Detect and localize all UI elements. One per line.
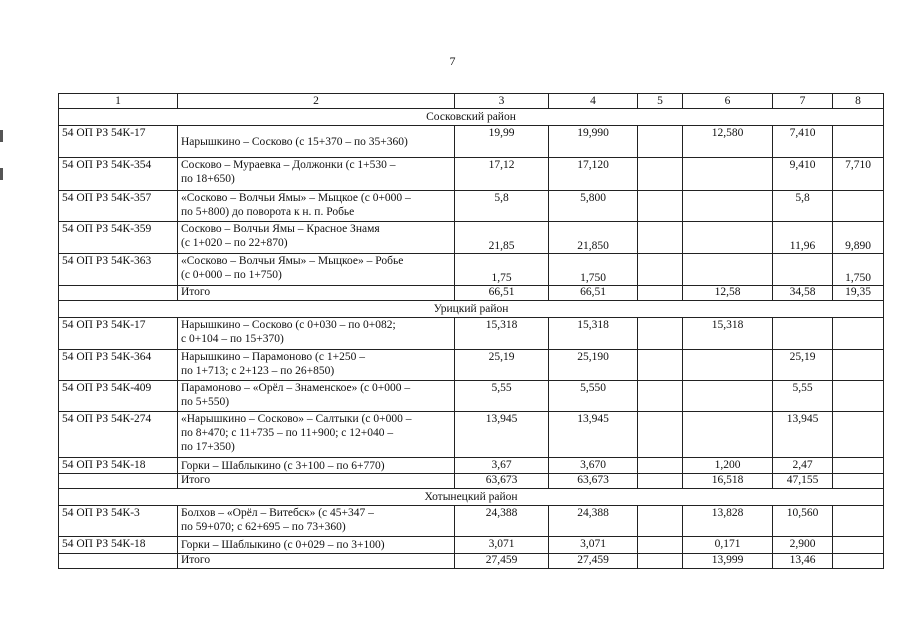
value-cell	[638, 318, 683, 350]
road-name-line: по 17+350)	[181, 441, 235, 453]
district-title: Урицкий район	[59, 301, 884, 318]
road-name-line: «Сосково – Волчьи Ямы» – Мыцкое» – Робье	[181, 255, 404, 267]
value-cell: 15,318	[455, 318, 549, 350]
total-row	[59, 286, 884, 301]
value-cell: 5,8	[455, 191, 549, 222]
value-cell	[683, 158, 773, 191]
total-value-cell: 34,58	[773, 286, 833, 301]
road-name-line: Болхов – «Орёл – Витебск» (с 45+347 –	[181, 507, 374, 519]
total-row	[59, 554, 884, 569]
margin-mark	[0, 130, 3, 142]
value-cell: 21,850	[549, 222, 638, 254]
value-cell: 17,12	[455, 158, 549, 191]
road-code-cell: 54 ОП РЗ 54К-359	[59, 222, 178, 254]
road-name-line: Горки – Шаблыкино (с 3+100 – по 6+770)	[181, 459, 385, 472]
table-row	[59, 537, 884, 554]
total-value-cell	[833, 554, 884, 569]
value-cell: 2,900	[773, 537, 833, 554]
road-name-line: по 8+470; с 11+735 – по 11+900; с 12+040 –	[181, 427, 394, 439]
total-label: Итого	[178, 286, 455, 301]
road-code-cell: 54 ОП РЗ 54К-274	[59, 412, 178, 458]
roads-table	[58, 93, 884, 569]
road-name-line: (с 1+020 – по 22+870)	[181, 237, 288, 249]
total-value-cell: 16,518	[683, 474, 773, 489]
value-cell: 19,990	[549, 126, 638, 158]
table-row	[59, 254, 884, 286]
value-cell: 15,318	[683, 318, 773, 350]
road-name-cell	[178, 158, 455, 191]
road-name-line: по 5+550)	[181, 396, 230, 408]
road-name-cell	[178, 412, 455, 458]
road-name-cell	[178, 318, 455, 350]
value-cell	[638, 381, 683, 412]
total-row	[59, 474, 884, 489]
value-cell: 3,670	[549, 458, 638, 474]
road-code-cell: 54 ОП РЗ 54К-3	[59, 506, 178, 537]
value-cell	[833, 537, 884, 554]
value-cell: 24,388	[455, 506, 549, 537]
value-cell	[833, 350, 884, 381]
value-cell: 15,318	[549, 318, 638, 350]
total-empty-cell	[59, 554, 178, 569]
road-name-cell	[178, 254, 455, 286]
value-cell: 5,55	[773, 381, 833, 412]
value-cell: 25,190	[549, 350, 638, 381]
value-cell	[773, 254, 833, 286]
value-cell	[833, 458, 884, 474]
table-row	[59, 506, 884, 537]
value-cell: 2,47	[773, 458, 833, 474]
total-value-cell: 63,673	[549, 474, 638, 489]
total-value-cell: 63,673	[455, 474, 549, 489]
road-name-cell	[178, 222, 455, 254]
value-cell: 5,55	[455, 381, 549, 412]
road-name-line: Сосково – Волчьи Ямы – Красное Знамя	[181, 223, 380, 235]
value-cell	[638, 412, 683, 458]
district-title: Хотынецкий район	[59, 489, 884, 506]
value-cell: 1,200	[683, 458, 773, 474]
road-name-cell	[178, 126, 455, 158]
total-value-cell	[638, 554, 683, 569]
road-code-cell: 54 ОП РЗ 54К-17	[59, 318, 178, 350]
road-code-cell: 54 ОП РЗ 54К-354	[59, 158, 178, 191]
value-cell: 13,828	[683, 506, 773, 537]
total-value-cell: 13,999	[683, 554, 773, 569]
header-cell: 5	[638, 94, 683, 109]
value-cell: 5,550	[549, 381, 638, 412]
value-cell	[638, 458, 683, 474]
road-name-cell	[178, 191, 455, 222]
table-row	[59, 222, 884, 254]
value-cell: 1,750	[833, 254, 884, 286]
table-row	[59, 412, 884, 458]
road-name-line: по 59+070; с 62+695 – по 73+360)	[181, 521, 346, 533]
value-cell	[683, 381, 773, 412]
value-cell: 3,071	[455, 537, 549, 554]
value-cell: 24,388	[549, 506, 638, 537]
value-cell: 9,890	[833, 222, 884, 254]
total-empty-cell	[59, 474, 178, 489]
value-cell: 21,85	[455, 222, 549, 254]
value-cell: 25,19	[455, 350, 549, 381]
header-cell: 8	[833, 94, 884, 109]
road-code-cell: 54 ОП РЗ 54К-17	[59, 126, 178, 158]
value-cell: 1,750	[549, 254, 638, 286]
header-row	[59, 94, 884, 109]
road-code-cell: 54 ОП РЗ 54К-18	[59, 458, 178, 474]
road-code-cell: 54 ОП РЗ 54К-357	[59, 191, 178, 222]
road-name-line: Парамоново – «Орёл – Знаменское» (с 0+000 –	[181, 382, 411, 394]
total-empty-cell	[59, 286, 178, 301]
header-cell: 7	[773, 94, 833, 109]
table-body	[59, 94, 884, 569]
margin-mark	[0, 168, 3, 180]
total-value-cell: 27,459	[455, 554, 549, 569]
total-value-cell: 12,58	[683, 286, 773, 301]
total-value-cell	[638, 286, 683, 301]
value-cell	[683, 254, 773, 286]
table-row	[59, 458, 884, 474]
total-label: Итого	[178, 474, 455, 489]
value-cell	[833, 381, 884, 412]
district-title: Сосковский район	[59, 109, 884, 126]
value-cell	[638, 537, 683, 554]
header-cell: 4	[549, 94, 638, 109]
header-cell: 3	[455, 94, 549, 109]
value-cell: 10,560	[773, 506, 833, 537]
value-cell: 3,67	[455, 458, 549, 474]
value-cell: 7,410	[773, 126, 833, 158]
value-cell	[833, 318, 884, 350]
value-cell: 13,945	[455, 412, 549, 458]
value-cell: 25,19	[773, 350, 833, 381]
value-cell	[773, 318, 833, 350]
table-row	[59, 318, 884, 350]
value-cell	[833, 191, 884, 222]
value-cell	[833, 506, 884, 537]
value-cell: 11,96	[773, 222, 833, 254]
value-cell	[638, 506, 683, 537]
road-name-line: Нарышкино – Сосково (с 15+370 – по 35+360)	[181, 135, 408, 148]
road-name-cell	[178, 381, 455, 412]
district-row	[59, 489, 884, 506]
value-cell: 3,071	[549, 537, 638, 554]
road-code-cell: 54 ОП РЗ 54К-409	[59, 381, 178, 412]
total-value-cell: 66,51	[455, 286, 549, 301]
road-name-cell	[178, 458, 455, 474]
total-value-cell: 13,46	[773, 554, 833, 569]
value-cell	[638, 191, 683, 222]
road-name-line: Сосково – Мураевка – Должонки (с 1+530 –	[181, 159, 396, 171]
road-code-cell: 54 ОП РЗ 54К-363	[59, 254, 178, 286]
page-number: 7	[449, 54, 456, 68]
district-row	[59, 109, 884, 126]
value-cell	[638, 254, 683, 286]
value-cell: 13,945	[773, 412, 833, 458]
table-row	[59, 126, 884, 158]
total-value-cell: 47,155	[773, 474, 833, 489]
road-name-line: с 0+104 – по 15+370)	[181, 333, 284, 345]
table-row	[59, 158, 884, 191]
value-cell: 1,75	[455, 254, 549, 286]
road-code-cell: 54 ОП РЗ 54К-364	[59, 350, 178, 381]
road-name-line: (с 0+000 – по 1+750)	[181, 269, 282, 281]
table-row	[59, 191, 884, 222]
value-cell: 0,171	[683, 537, 773, 554]
value-cell: 12,580	[683, 126, 773, 158]
road-name-line: по 18+650)	[181, 173, 235, 185]
table-row	[59, 381, 884, 412]
value-cell: 17,120	[549, 158, 638, 191]
value-cell: 19,99	[455, 126, 549, 158]
road-name-line: «Нарышкино – Сосково» – Салтыки (с 0+000 –	[181, 413, 412, 425]
value-cell: 13,945	[549, 412, 638, 458]
total-value-cell: 27,459	[549, 554, 638, 569]
value-cell	[638, 350, 683, 381]
value-cell: 9,410	[773, 158, 833, 191]
total-value-cell	[833, 474, 884, 489]
total-value-cell: 66,51	[549, 286, 638, 301]
value-cell	[638, 126, 683, 158]
header-cell: 2	[178, 94, 455, 109]
value-cell	[683, 350, 773, 381]
value-cell: 5,800	[549, 191, 638, 222]
total-value-cell	[638, 474, 683, 489]
road-name-cell	[178, 350, 455, 381]
total-label: Итого	[178, 554, 455, 569]
road-name-line: по 1+713; с 2+123 – по 26+850)	[181, 365, 335, 377]
value-cell	[638, 158, 683, 191]
road-name-line: «Сосково – Волчьи Ямы» – Мыцкое (с 0+000 –	[181, 192, 411, 204]
road-code-cell: 54 ОП РЗ 54К-18	[59, 537, 178, 554]
district-row	[59, 301, 884, 318]
road-name-cell	[178, 506, 455, 537]
road-name-line: Горки – Шаблыкино (с 0+029 – по 3+100)	[181, 539, 385, 551]
total-value-cell: 19,35	[833, 286, 884, 301]
header-cell: 6	[683, 94, 773, 109]
road-name-line: Нарышкино – Сосково (с 0+030 – по 0+082;	[181, 319, 396, 331]
road-name-line: Нарышкино – Парамоново (с 1+250 –	[181, 351, 365, 363]
value-cell	[683, 412, 773, 458]
value-cell: 5,8	[773, 191, 833, 222]
value-cell: 7,710	[833, 158, 884, 191]
road-name-line: по 5+800) до поворота к н. п. Робье	[181, 206, 355, 218]
value-cell	[638, 222, 683, 254]
header-cell: 1	[59, 94, 178, 109]
value-cell	[833, 126, 884, 158]
value-cell	[683, 222, 773, 254]
value-cell	[833, 412, 884, 458]
road-name-cell	[178, 537, 455, 554]
table-row	[59, 350, 884, 381]
value-cell	[683, 191, 773, 222]
